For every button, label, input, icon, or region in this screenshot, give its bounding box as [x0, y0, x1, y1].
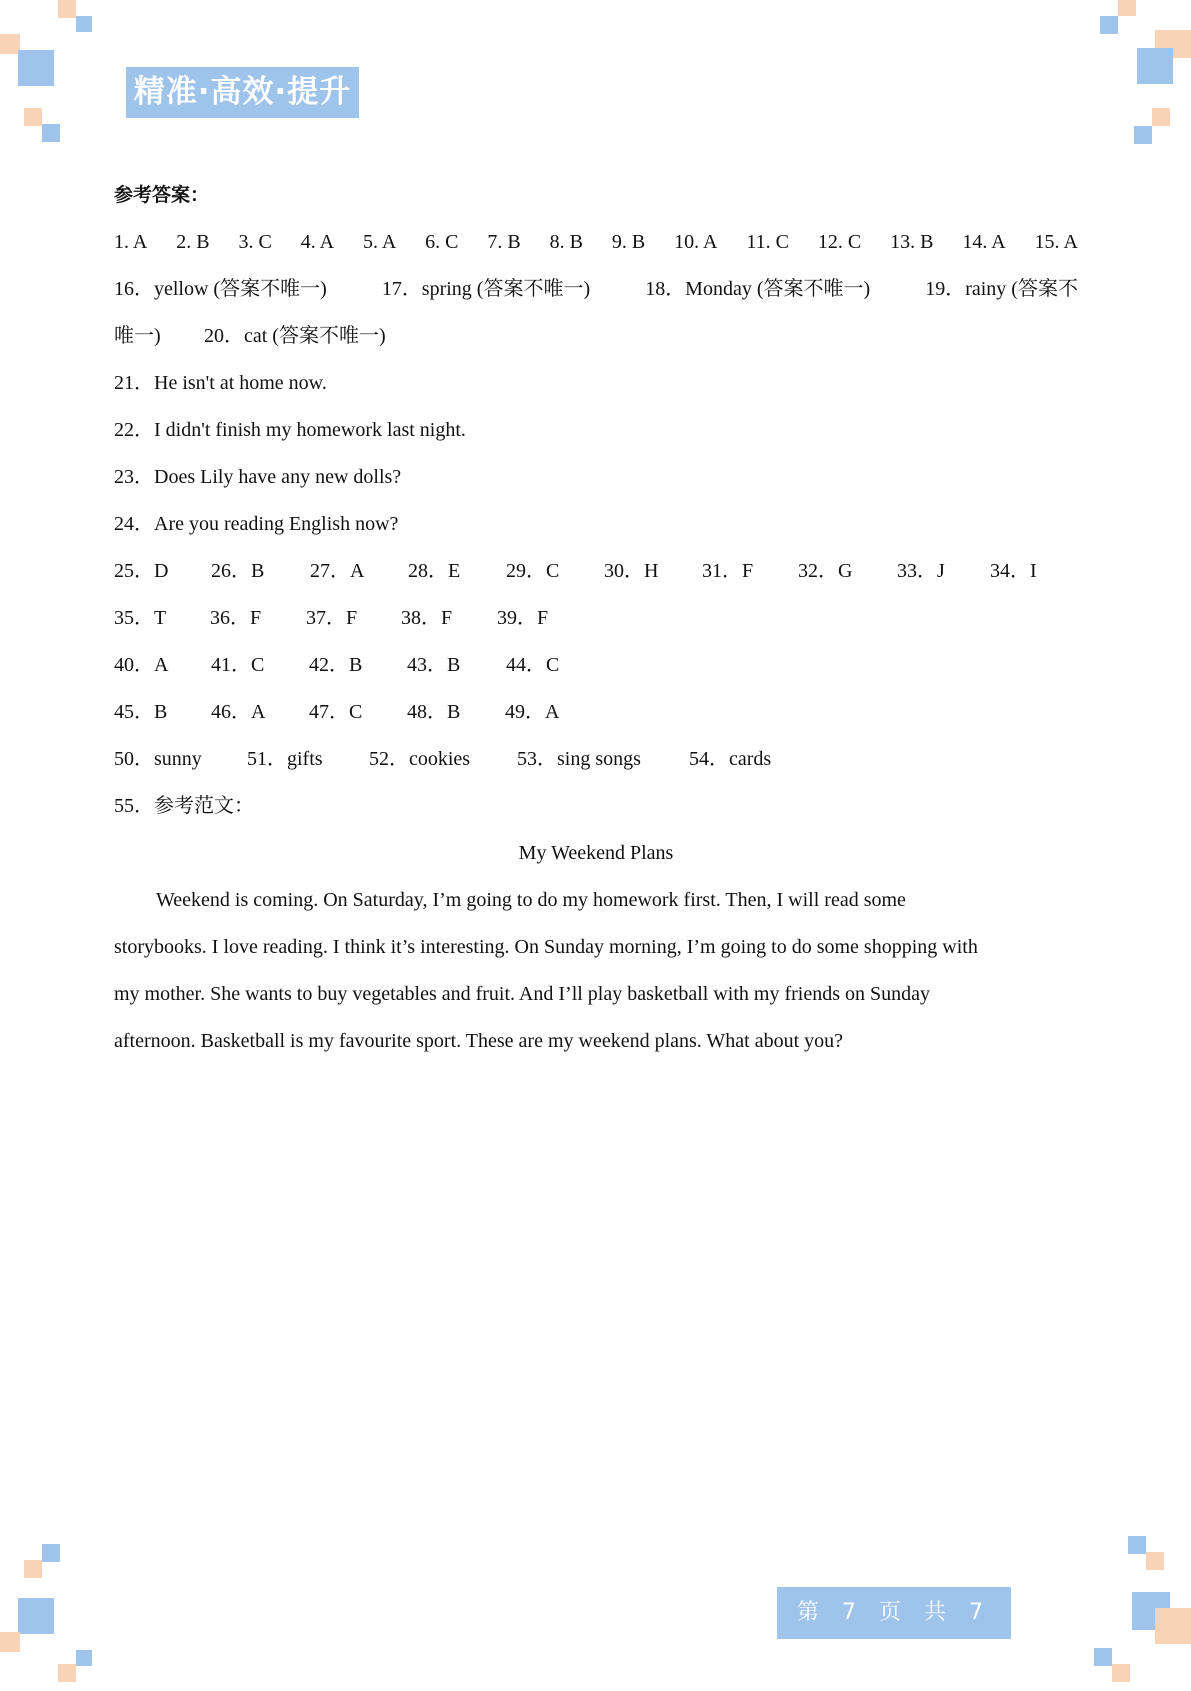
- answer-item: 39．F: [497, 607, 549, 629]
- answer-item: 18．Monday (答案不唯一): [645, 278, 871, 300]
- answers-row-45-49: [114, 689, 1078, 736]
- answers-row-50-54: [114, 736, 1078, 783]
- answer-item: 20．cat (答案不唯一): [204, 325, 386, 347]
- answer-item: 3. C: [238, 231, 272, 253]
- answer-item: 44．C: [506, 654, 560, 676]
- brand-banner: 精准·高效·提升: [126, 67, 359, 118]
- answer-item: 40．A: [114, 654, 169, 676]
- answer-item: 1. A: [114, 231, 148, 253]
- answers-row-16-19: [114, 266, 1078, 313]
- answer-item: 46．A: [211, 701, 266, 723]
- essay-line: my mother. She wants to buy vegetables and fruit. And I’ll play basketball with my friends on Sunday: [114, 983, 930, 1005]
- answer-item: 36．F: [210, 607, 262, 629]
- answer-24: 24．Are you reading English now?: [114, 513, 399, 535]
- answer-item: 47．C: [309, 701, 363, 723]
- answer-item: 25．D: [114, 560, 169, 582]
- answer-item: 29．C: [506, 560, 560, 582]
- answer-item: 52．cookies: [369, 748, 471, 770]
- answer-item: 48．B: [407, 701, 461, 723]
- answer-item: 38．F: [401, 607, 453, 629]
- answer-item: 49．A: [505, 701, 560, 723]
- essay-line: Weekend is coming. On Saturday, I’m going to do my homework first. Then, I will read some: [156, 889, 906, 911]
- answer-item: 42．B: [309, 654, 363, 676]
- answers-row-35-39: [114, 595, 1078, 642]
- essay-line: storybooks. I love reading. I think it’s interesting. On Sunday morning, I’m going to do some shopping with: [114, 936, 978, 958]
- answer-item: 26．B: [211, 560, 265, 582]
- answer-item: 13. B: [890, 231, 934, 253]
- answers-row-25-34: [114, 548, 1078, 595]
- page-number-badge: 第 7 页 共 7 页: [777, 1587, 1011, 1639]
- answer-item: 5. A: [362, 231, 397, 253]
- answer-item: 31．F: [702, 560, 754, 582]
- answer-item: 唯一): [114, 325, 161, 347]
- answer-item: 37．F: [306, 607, 358, 629]
- essay-title: My Weekend Plans: [518, 842, 674, 864]
- answers-row-40-44: [114, 642, 1078, 689]
- answer-item: 4. A: [300, 231, 335, 253]
- answer-item: 10. A: [674, 231, 718, 253]
- answer-item: 2. B: [176, 231, 210, 253]
- answer-item: 30．H: [604, 560, 659, 582]
- answer-item: 54．cards: [689, 748, 772, 770]
- answer-21: 21．He isn't at home now.: [114, 372, 327, 394]
- answer-item: 19．rainy (答案不: [925, 278, 1078, 300]
- answer-item: 33．J: [897, 560, 945, 582]
- answer-item: 27．A: [310, 560, 365, 582]
- essay-line: afternoon. Basketball is my favourite sport. These are my weekend plans. What about you?: [114, 1030, 844, 1052]
- answer-item: 28．E: [408, 560, 461, 582]
- answer-item: 53．sing songs: [517, 748, 641, 770]
- answer-item: 14. A: [962, 231, 1006, 253]
- answer-item: 51．gifts: [247, 748, 323, 770]
- answer-item: 43．B: [407, 654, 461, 676]
- answer-item: 45．B: [114, 701, 168, 723]
- answer-item: 32．G: [798, 560, 853, 582]
- answer-item: 35．T: [114, 607, 167, 629]
- answer-item: 15. A: [1034, 231, 1078, 253]
- answer-item: 6. C: [425, 231, 459, 253]
- answer-item: 34．I: [990, 560, 1037, 582]
- answer-22: 22．I didn't finish my homework last night.: [114, 419, 466, 441]
- answer-item: 16．yellow (答案不唯一): [114, 278, 327, 300]
- answer-item: 50．sunny: [114, 748, 202, 770]
- answer-55: 55．参考范文：: [114, 795, 254, 817]
- answer-item: 8. B: [549, 231, 583, 253]
- answers-heading: 参考答案：: [114, 184, 210, 206]
- answer-item: 17．spring (答案不唯一): [381, 278, 591, 300]
- answer-23: 23．Does Lily have any new dolls?: [114, 466, 402, 488]
- answers-row-1-15: [114, 219, 1078, 266]
- answer-content: [114, 172, 1078, 1065]
- answer-item: 11. C: [746, 231, 789, 253]
- answer-item: 7. B: [487, 231, 521, 253]
- answer-item: 9. B: [611, 231, 646, 253]
- answer-item: 41．C: [211, 654, 265, 676]
- answer-item: 12. C: [817, 231, 862, 253]
- answers-row-20: [114, 313, 1078, 360]
